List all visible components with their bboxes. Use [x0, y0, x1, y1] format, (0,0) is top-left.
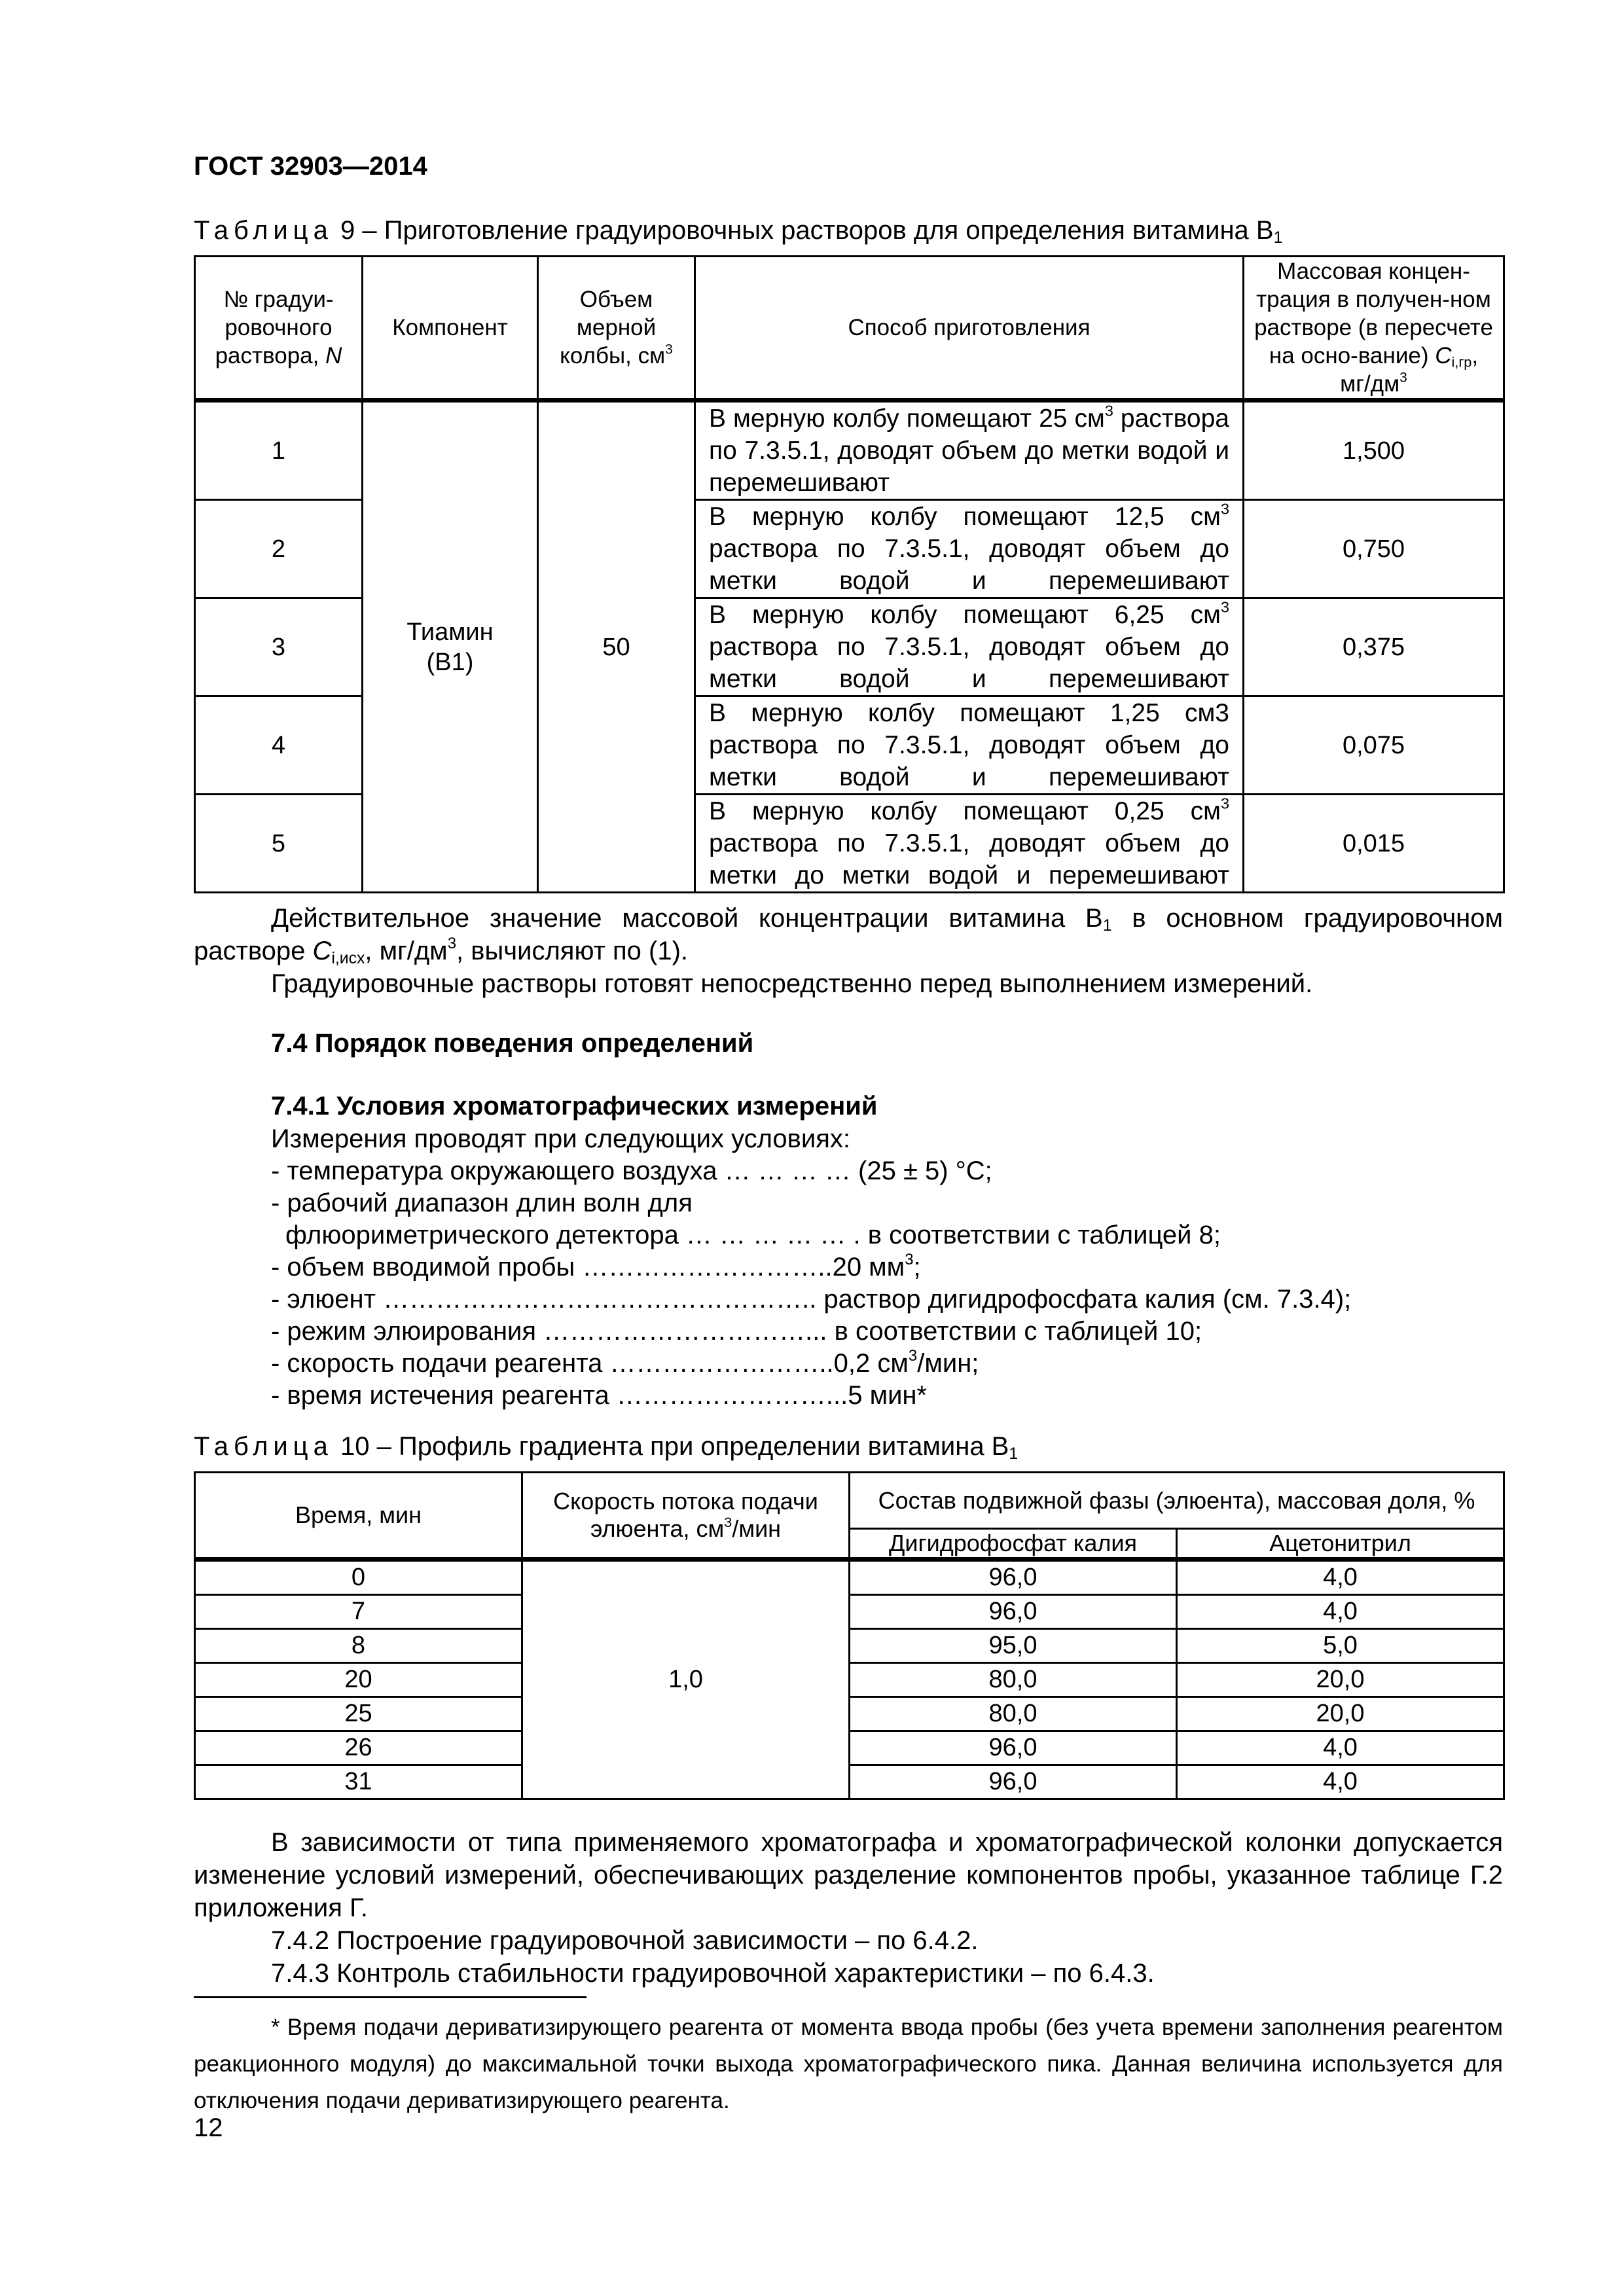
table9-col-component: Компонент	[363, 257, 538, 401]
table9-cell-method: В мерную колбу помещают 12,5 $см^3$ раствора по 7.3.5.1, доводят объем до метки водой и перемешивают	[695, 500, 1244, 598]
table10-cell-phosphate: 96,0	[850, 1731, 1177, 1765]
table9-col-method: Способ приготовления	[695, 257, 1244, 401]
table9-col-volume: Объем мерной колбы, $см^3$	[538, 257, 695, 401]
table9-cell-concentration: 0,075	[1244, 696, 1504, 795]
table10-cell-phosphate: 96,0	[850, 1595, 1177, 1629]
conditions-intro: Измерения проводят при следующих условиях:	[271, 1124, 851, 1153]
condition-reagent-rate: - скорость подачи реагента ……………………..0,2 $см^3$/мин;	[271, 1347, 979, 1378]
table10-cell-time: 0	[195, 1560, 522, 1595]
table9-cell-method: В мерную колбу помещают 6,25 $см^3$ раствора по 7.3.5.1, доводят объем до метки водой и перемешивают	[695, 598, 1244, 696]
table9-col-number: № градуи- ровочного раствора, N	[195, 257, 363, 401]
condition-wavelength-detector: флюориметрического детектора … … … … … . в соответствии с таблицей 8;	[285, 1221, 1221, 1249]
condition-wavelength: - рабочий диапазон длин волн для	[271, 1189, 693, 1217]
table9-cell-concentration: 1,500	[1244, 401, 1504, 500]
table10-col-flow: Скорость потока подачи элюента, $см^3$/мин	[522, 1473, 850, 1560]
table-row	[195, 1697, 1504, 1731]
table9-cell-number: 1	[195, 401, 363, 500]
table10-cell-acetonitrile: 4,0	[1177, 1731, 1504, 1765]
table10	[194, 1471, 1505, 1800]
table9-caption-sub: 1	[1273, 229, 1283, 247]
table10-col-phosphate: Дигидрофосфат калия	[850, 1529, 1177, 1560]
table9-cell-method: В мерную колбу помещают 0,25 $см^3$ раствора по 7.3.5.1, доводят объем до метки до метки водой и перемешивают	[695, 795, 1244, 893]
table10-cell-phosphate: 96,0	[850, 1765, 1177, 1799]
table9	[194, 255, 1505, 893]
table10-cell-phosphate: 96,0	[850, 1560, 1177, 1595]
table10-caption-sub: 1	[1009, 1445, 1019, 1463]
table10-cell-time: 20	[195, 1663, 522, 1697]
table-row	[195, 1560, 1504, 1595]
footnote-separator	[194, 1996, 586, 1998]
page-number: 12	[194, 2113, 223, 2142]
table-row	[195, 1765, 1504, 1799]
table-row	[195, 1629, 1504, 1663]
table9-cell-concentration: 0,015	[1244, 795, 1504, 893]
condition-reagent-time: - время истечения реагента ……………………...5 мин*	[271, 1381, 928, 1410]
condition-elution-mode: - режим элюирования …………………………... в соответствии с таблицей 10;	[271, 1317, 1202, 1346]
table10-caption	[194, 1432, 1018, 1462]
table9-caption-number: 9	[340, 216, 355, 245]
table9-caption-word: Таблица	[194, 216, 333, 245]
table-row	[195, 401, 1504, 500]
table9-cell-method: В мерную колбу помещают 1,25 см3 раствора по 7.3.5.1, доводят объем до метки водой и перемешивают	[695, 696, 1244, 795]
table9-caption	[194, 216, 1282, 245]
table9-cell-method: В мерную колбу помещают 25 $см^3$ раствора по 7.3.5.1, доводят объем до метки водой и перемешивают	[695, 401, 1244, 500]
footnote: * Время подачи дериватизирующего реагента от момента ввода пробы (без учета времени заполнения реагентом реакционного модуля) до максимальной точки выхода хроматографического пика. Данная величина используется для отключения подачи дериватизирующего реагента.	[194, 2015, 1503, 2113]
table10-cell-acetonitrile: 5,0	[1177, 1629, 1504, 1663]
table10-cell-phosphate: 80,0	[850, 1663, 1177, 1697]
condition-temperature: - температура окружающего воздуха … … … … (25 ± 5) °С;	[271, 1157, 992, 1185]
section-heading-7-4: 7.4 Порядок поведения определений	[271, 1029, 754, 1058]
table10-cell-time: 25	[195, 1697, 522, 1731]
table10-cell-time: 7	[195, 1595, 522, 1629]
table9-cell-concentration: 0,375	[1244, 598, 1504, 696]
condition-eluent: - элюент ………………………………………….. раствор дигидрофосфата калия (см. 7.3.4);	[271, 1285, 1352, 1314]
table-row	[195, 1595, 1504, 1629]
table10-cell-acetonitrile: 4,0	[1177, 1560, 1504, 1595]
table9-cell-volume: 50	[538, 401, 695, 893]
paragraph-conditions-change: В зависимости от типа применяемого хроматографа и хроматографической колонки допускается изменение условий измерений, обеспечивающих разделение компонентов пробы, указанное таблице Г.2 приложения Г.	[194, 1828, 1503, 1922]
table10-cell-acetonitrile: 20,0	[1177, 1697, 1504, 1731]
table10-cell-acetonitrile: 20,0	[1177, 1663, 1504, 1697]
table10-header-row	[195, 1473, 1504, 1529]
table9-cell-component: Тиамин (B1)	[363, 401, 538, 893]
table10-cell-phosphate: 80,0	[850, 1697, 1177, 1731]
table-row	[195, 1731, 1504, 1765]
table10-col-acetonitrile: Ацетонитрил	[1177, 1529, 1504, 1560]
table10-caption-word: Таблица	[194, 1432, 333, 1461]
paragraph-prepare: Градуировочные растворы готовят непосредственно перед выполнением измерений.	[271, 969, 1313, 998]
table9-cell-number: 2	[195, 500, 363, 598]
table9-col-concentration: Массовая концен-трация в получен-ном растворе (в пересчете на осно-вание) $C_{i,гр}$, $мг/дм^3$	[1244, 257, 1504, 401]
table-row	[195, 1663, 1504, 1697]
table10-cell-time: 26	[195, 1731, 522, 1765]
table9-cell-number: 5	[195, 795, 363, 893]
table10-cell-acetonitrile: 4,0	[1177, 1765, 1504, 1799]
table10-col-composition: Состав подвижной фазы (элюента), массовая доля, %	[850, 1473, 1504, 1529]
table10-cell-time: 8	[195, 1629, 522, 1663]
table10-cell-phosphate: 95,0	[850, 1629, 1177, 1663]
table9-header-row	[195, 257, 1504, 401]
table9-cell-number: 3	[195, 598, 363, 696]
table9-caption-text: – Приготовление градуировочных растворов для определения витамина B	[355, 216, 1274, 245]
table10-col-time: Время, мин	[195, 1473, 522, 1560]
table9-cell-concentration: 0,750	[1244, 500, 1504, 598]
table10-cell-acetonitrile: 4,0	[1177, 1595, 1504, 1629]
condition-injection-volume: - объем вводимой пробы ………………………..20 $мм^3$;	[271, 1251, 921, 1282]
table10-caption-number: 10	[340, 1432, 370, 1461]
table10-cell-flow: 1,0	[522, 1560, 850, 1799]
paragraph-7-4-3: 7.4.3 Контроль стабильности градуировочной характеристики – по 6.4.3.	[271, 1959, 1155, 1988]
standard-number: ГОСТ 32903—2014	[194, 152, 427, 181]
table10-cell-time: 31	[195, 1765, 522, 1799]
paragraph-actual-value: Действительное значение массовой концентрации витамина $B_1$ в основном градуировочном растворе $C_{i,исх}$, $мг/дм^3$, вычисляют по (1).	[194, 904, 1504, 968]
table10-caption-text: – Профиль градиента при определении витамина B	[369, 1432, 1009, 1461]
table9-cell-number: 4	[195, 696, 363, 795]
paragraph-7-4-2: 7.4.2 Построение градуировочной зависимости – по 6.4.2.	[271, 1926, 979, 1955]
section-heading-7-4-1: 7.4.1 Условия хроматографических измерений	[271, 1092, 878, 1121]
